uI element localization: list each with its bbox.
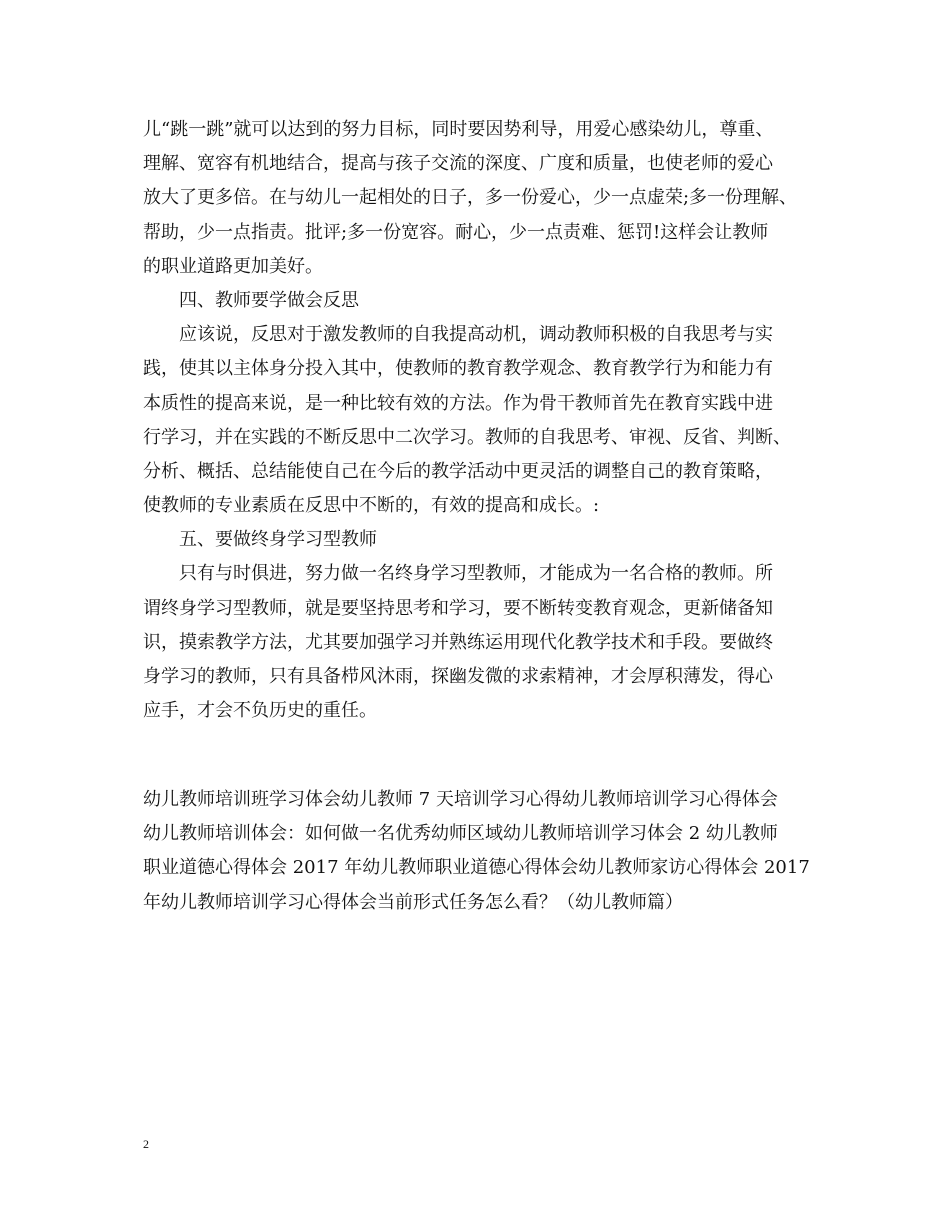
paragraph-line: 践，使其以主体身分投入其中，使教师的教育教学观念、教育教学行为和能力有 bbox=[143, 358, 773, 380]
document-body bbox=[143, 113, 823, 728]
section-heading: 五、要做终身学习型教师 bbox=[179, 529, 377, 551]
related-line: 幼儿教师培训体会：如何做一名优秀幼师区域幼儿教师培训学习体会 2 幼儿教师 bbox=[143, 823, 778, 845]
related-line: 职业道德心得体会 2017 年幼儿教师职业道德心得体会幼儿教师家访心得体会 2017 bbox=[143, 857, 810, 879]
paragraph-line: 谓终身学习型教师，就是要坚持思考和学习，要不断转变教育观念，更新储备知 bbox=[143, 597, 773, 619]
paragraph-line: 应手，才会不负历史的重任。 bbox=[143, 700, 377, 722]
page-number: 2 bbox=[143, 1137, 149, 1151]
paragraph-line: 本质性的提高来说，是一种比较有效的方法。作为骨干教师首先在教育实践中进 bbox=[143, 392, 773, 414]
paragraph-line: 识，摸索教学方法，尤其要加强学习并熟练运用现代化教学技术和手段。要做终 bbox=[143, 631, 773, 653]
body-line: 放大了更多倍。在与幼儿一起相处的日子，多一份爱心，少一点虚荣;多一份理解、 bbox=[143, 187, 798, 209]
paragraph-line: 使教师的专业素质在反思中不断的，有效的提高和成长。: bbox=[143, 495, 600, 517]
section-heading: 四、教师要学做会反思 bbox=[179, 289, 359, 311]
body-line: 儿“跳一跳”就可以达到的努力目标，同时要因势利导，用爱心感染幼儿，尊重、 bbox=[143, 119, 774, 140]
body-line: 帮助，少一点指责。批评;多一份宽容。耐心，少一点责难、惩罚!这样会让教师 bbox=[143, 221, 769, 243]
paragraph-line: 只有与时俱进，努力做一名终身学习型教师，才能成为一名合格的教师。所 bbox=[179, 563, 773, 585]
paragraph-line: 行学习，并在实践的不断反思中二次学习。教师的自我思考、审视、反省、判断、 bbox=[143, 426, 791, 448]
body-line: 理解、宽容有机地结合，提高与孩子交流的深度、广度和质量，也使老师的爱心 bbox=[143, 153, 773, 175]
paragraph-line: 身学习的教师，只有具备栉风沐雨，探幽发微的求索精神，才会厚积薄发，得心 bbox=[143, 666, 773, 687]
related-articles bbox=[143, 783, 823, 920]
paragraph-line: 分析、概括、总结能使自己在今后的教学活动中更灵活的调整自己的教育策略， bbox=[143, 460, 773, 482]
related-line: 幼儿教师培训班学习体会幼儿教师 7 天培训学习心得幼儿教师培训学习心得体会 bbox=[143, 789, 778, 810]
related-line: 年幼儿教师培训学习心得体会当前形式任务怎么看？（幼儿教师篇） bbox=[143, 891, 683, 913]
paragraph-line: 应该说，反思对于激发教师的自我提高动机，调动教师积极的自我思考与实 bbox=[179, 324, 773, 346]
body-line: 的职业道路更加美好。 bbox=[143, 255, 323, 277]
